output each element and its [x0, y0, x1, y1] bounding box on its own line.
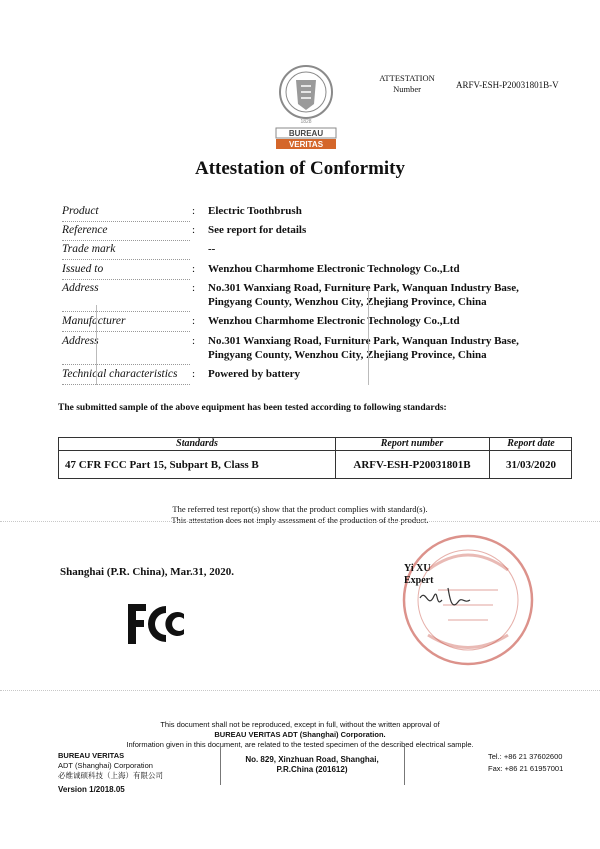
colon: : [192, 205, 196, 217]
header-standards: Standards [176, 438, 218, 449]
trade-mark-label: Trade mark [62, 243, 116, 255]
cell-report-date: 31/03/2020 [505, 459, 557, 471]
address-label: Address [62, 335, 99, 347]
attestation-label [376, 73, 438, 95]
address-line-2: Pingyang County, Wenzhou City, Zhejiang Province, China [208, 349, 487, 361]
divider [62, 311, 190, 312]
cell-report-number: ARFV-ESH-P20031801B [353, 459, 471, 471]
colon: : [192, 315, 196, 327]
company-name: BUREAU VERITAS [58, 751, 125, 760]
technical-characteristics-value: Powered by battery [208, 368, 301, 380]
standards-table [58, 437, 572, 479]
number-label-line: Number [393, 84, 421, 94]
address-line-2: P.R.China (201612) [276, 765, 348, 774]
cell-standards: 47 CFR FCC Part 15, Subpart B, Class B [65, 459, 259, 471]
manufacturer-label: Manufacturer [62, 315, 126, 327]
address-line-1: No.301 Wanxiang Road, Furniture Park, Wanquan Industry Base, [208, 335, 519, 347]
signatory [404, 563, 433, 587]
note-line-1: The referred test report(s) show that the product complies with standard(s). [172, 504, 428, 514]
company-seal-stamp [398, 530, 538, 670]
reference-label: Reference [62, 224, 108, 236]
scan-line [0, 690, 600, 691]
contact-block [488, 751, 563, 775]
colon: : [192, 368, 196, 380]
footer-separator [220, 745, 221, 785]
colon: : [192, 224, 196, 236]
header-report-date: Report date [507, 438, 555, 449]
trade-mark-value: -- [208, 243, 216, 255]
document-title: Attestation of Conformity [194, 158, 405, 179]
fcc-logo [126, 600, 188, 648]
signatory-title: Expert [404, 575, 434, 586]
footer-line-1: This document shall not be reproduced, except in full, without the written approval of [160, 720, 440, 729]
manufacturer-address-value [208, 334, 519, 362]
manufacturer-value: Wenzhou Charmhome Electronic Technology Co.,Ltd [208, 315, 460, 327]
company-address [222, 755, 402, 775]
colon: : [192, 335, 196, 347]
standards-intro: The submitted sample of the above equipment has been tested according to following standards: [58, 403, 447, 413]
logo-line2: VERITAS [288, 140, 324, 149]
telephone: Tel.: +86 21 37602600 [488, 752, 563, 761]
address-line-1: No. 829, Xinzhuan Road, Shanghai, [245, 755, 379, 764]
company-block [58, 751, 163, 781]
divider [62, 331, 190, 332]
colon: : [192, 263, 196, 275]
signatory-name: Yi XU [404, 563, 431, 574]
divider [62, 240, 190, 241]
attestation-number: ARFV-ESH-P20031801B-V [456, 80, 559, 90]
footer-line-3: Information given in this document, are related to the tested specimen of the described electrical sample. [126, 740, 474, 749]
divider [62, 259, 190, 260]
document-version: Version 1/2018.05 [58, 785, 125, 794]
footer-line-2: BUREAU VERITAS ADT (Shanghai) Corporation. [214, 730, 386, 739]
divider [62, 364, 190, 365]
scan-fold-line [368, 290, 369, 385]
divider [62, 384, 190, 385]
logo-line1: BUREAU [288, 129, 324, 138]
issued-to-value: Wenzhou Charmhome Electronic Technology Co.,Ltd [208, 263, 460, 275]
logo-year: 1828 [300, 119, 312, 125]
technical-characteristics-label: Technical characteristics [62, 368, 178, 380]
address-line-2: Pingyang County, Wenzhou City, Zhejiang Province, China [208, 296, 487, 308]
divider [62, 279, 190, 280]
note-line-2: This attestation does not imply assessment of the production of the product. [171, 515, 429, 525]
scan-line [0, 521, 600, 522]
reference-value: See report for details [208, 224, 307, 236]
address-label: Address [62, 282, 99, 294]
attestation-label-line: ATTESTATION [379, 73, 435, 83]
divider [62, 221, 190, 222]
fax: Fax: +86 21 61957001 [488, 764, 564, 773]
issued-to-label: Issued to [62, 263, 104, 275]
address-line-1: No.301 Wanxiang Road, Furniture Park, Wanquan Industry Base, [208, 282, 519, 294]
place-and-date: Shanghai (P.R. China), Mar.31, 2020. [60, 566, 234, 578]
bureau-veritas-logo [270, 62, 342, 154]
scan-fold-line [96, 305, 97, 385]
colon: : [192, 282, 196, 294]
footer-separator [404, 745, 405, 785]
company-name-2: ADT (Shanghai) Corporation [58, 761, 153, 770]
product-value: Electric Toothbrush [208, 205, 302, 217]
company-name-chinese: 必维诚硕科技（上海）有限公司 [58, 771, 163, 780]
product-label: Product [62, 205, 99, 217]
header-report-number: Report number [380, 438, 444, 449]
address-value [208, 281, 519, 309]
